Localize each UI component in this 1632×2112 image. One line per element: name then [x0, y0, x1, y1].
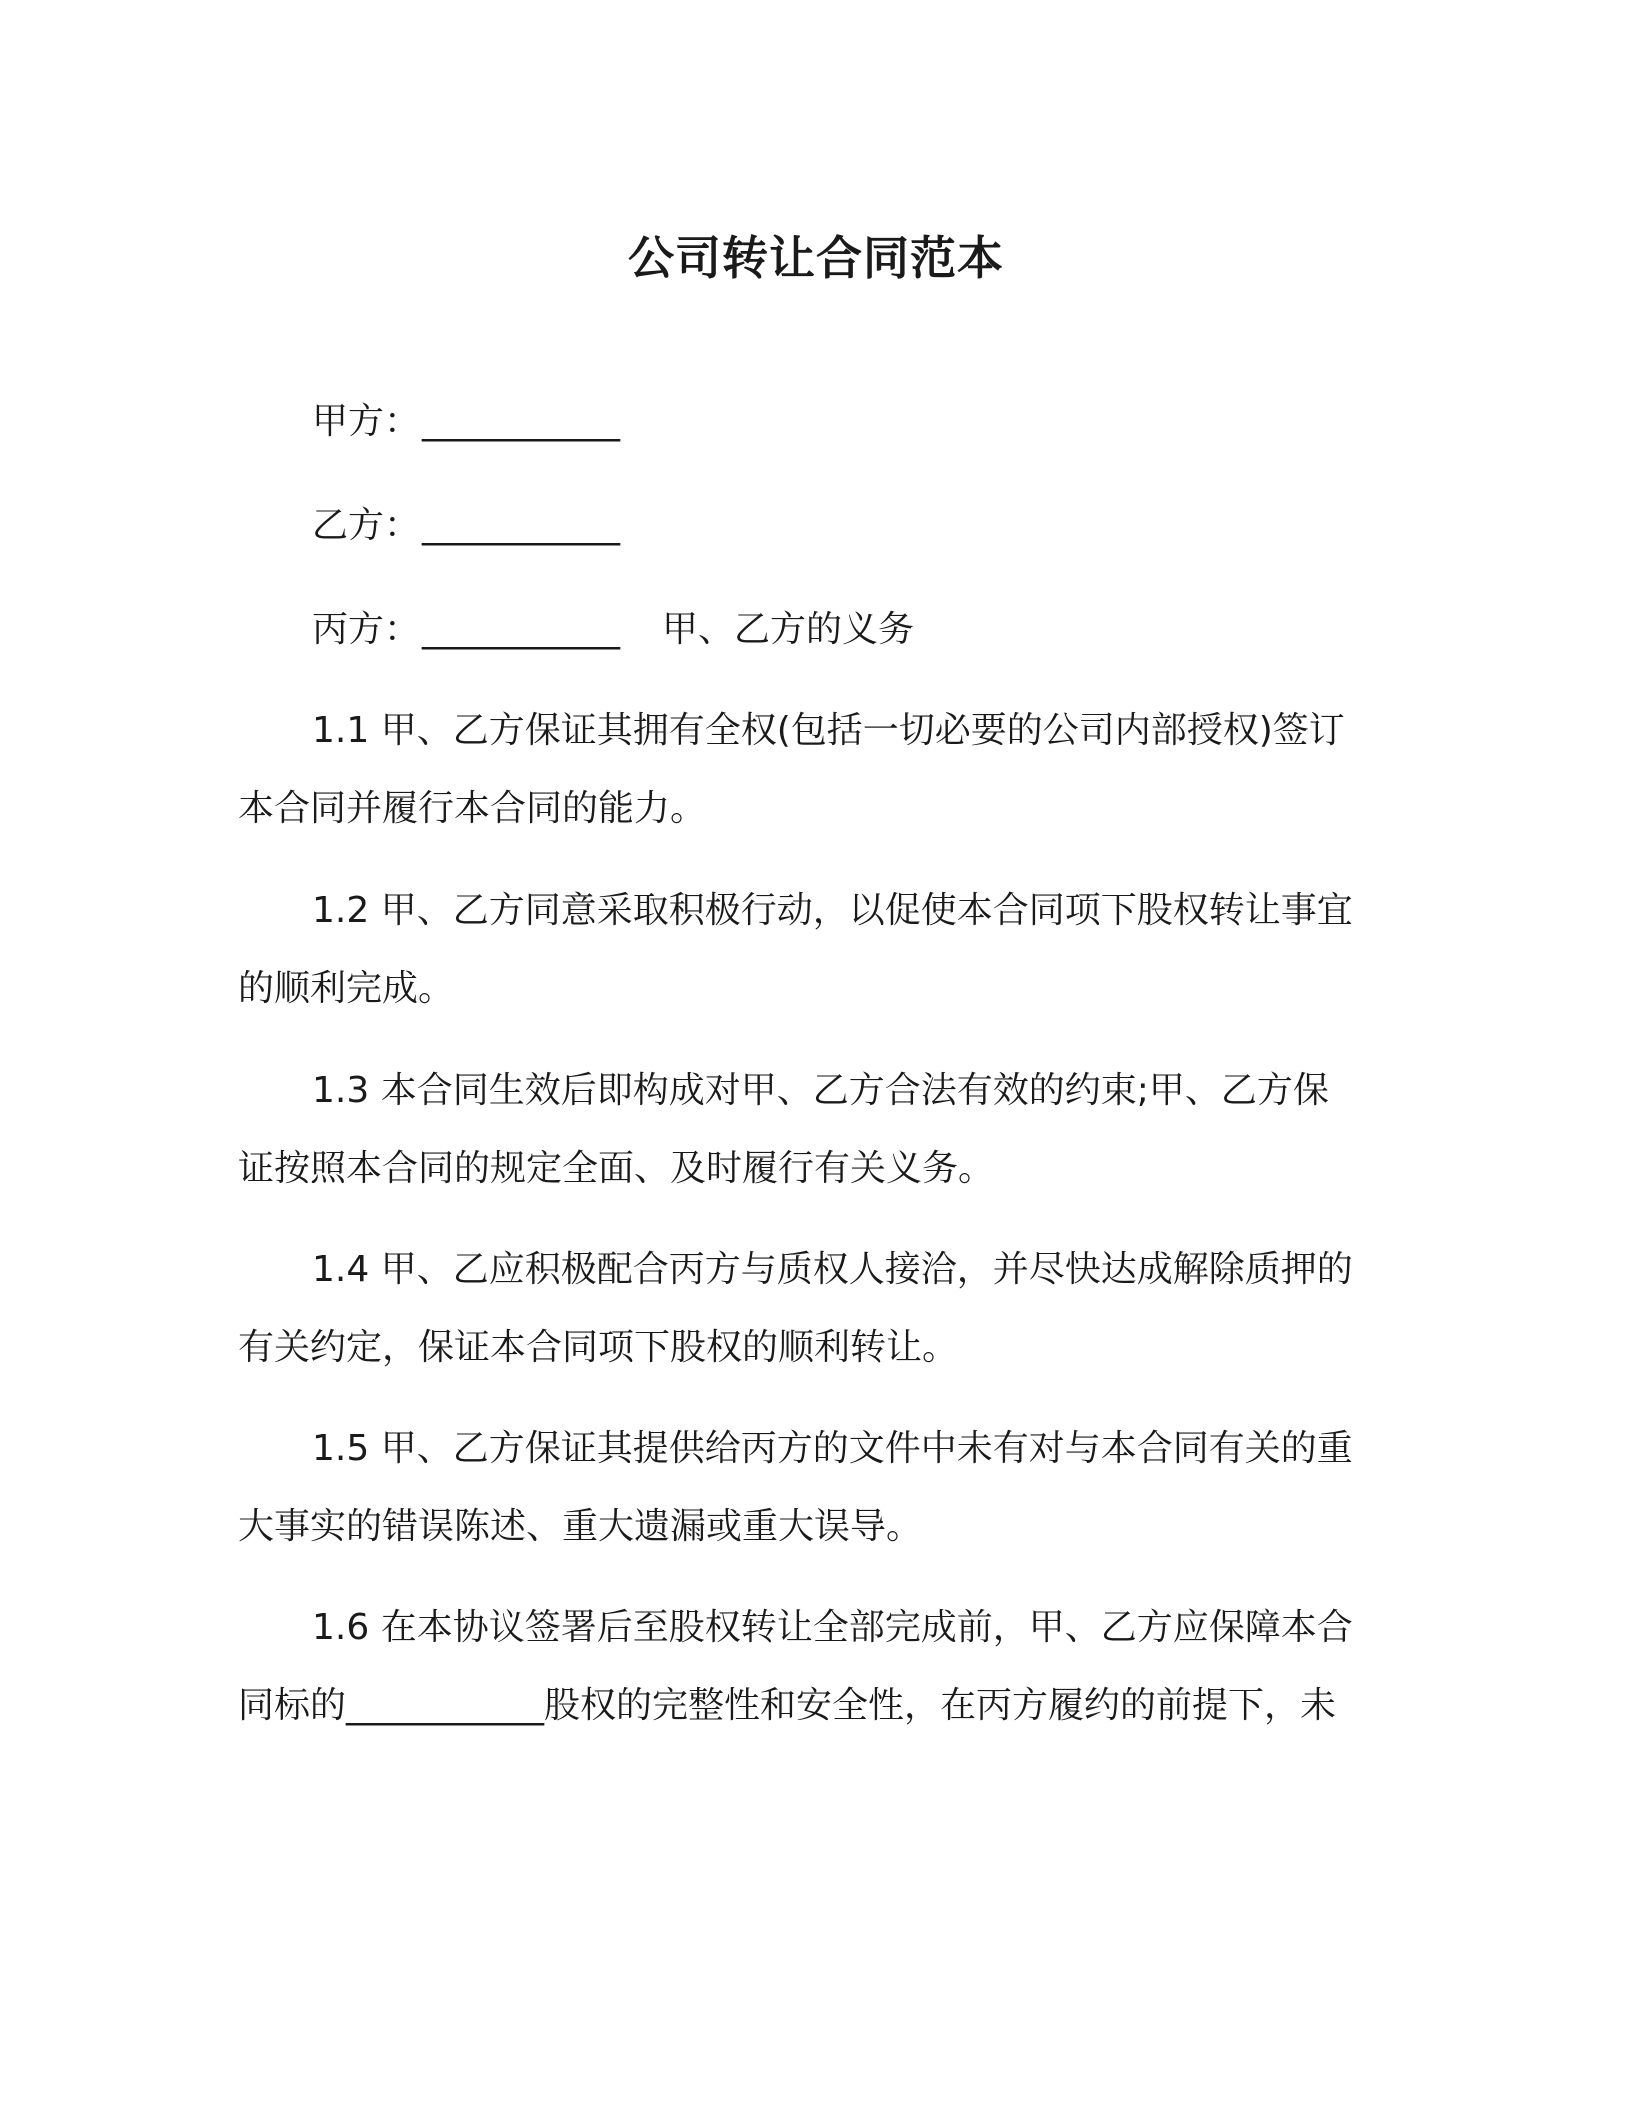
clause-1-4 — [238, 1231, 1388, 1387]
clause-1-2 — [238, 872, 1388, 1028]
document-title: 公司转让合同范本 — [628, 231, 1004, 285]
clause-line: 大事实的错误陈述、重大遗漏或重大误导。 — [238, 1506, 923, 1547]
clause-1-3 — [238, 1052, 1388, 1208]
party-b-label: 乙方： — [312, 505, 421, 546]
clause-line: 1.3 本合同生效后即构成对甲、乙方合法有效的约束;甲、乙方保 — [312, 1070, 1329, 1111]
clause-line: 1.6 在本协议签署后至股权转让全部完成前，甲、乙方应保障本合 — [312, 1607, 1353, 1648]
party-b-line — [312, 504, 620, 548]
clause-line: 有关约定，保证本合同项下股权的顺利转让。 — [238, 1327, 959, 1368]
party-a-blank: ___________ — [422, 401, 621, 442]
clause-line: 证按照本合同的规定全面、及时履行有关义务。 — [238, 1148, 995, 1189]
party-a-line — [312, 400, 620, 444]
clause-line: 同标的___________股权的完整性和安全性，在丙方履约的前提下，未 — [238, 1685, 1337, 1726]
clause-line: 的顺利完成。 — [238, 968, 455, 1009]
clause-line: 1.2 甲、乙方同意采取积极行动，以促使本合同项下股权转让事宜 — [312, 890, 1353, 931]
clause-line: 1.5 甲、乙方保证其提供给丙方的文件中未有对与本合同有关的重 — [312, 1428, 1353, 1469]
party-c-label: 丙方： — [312, 609, 421, 650]
section-heading: 甲、乙方的义务 — [662, 609, 915, 650]
clause-line: 本合同并履行本合同的能力。 — [238, 788, 707, 829]
clause-line: 1.1 甲、乙方保证其拥有全权(包括一切必要的公司内部授权)签订 — [312, 710, 1345, 751]
party-b-blank: ___________ — [422, 505, 621, 546]
clause-1-1 — [238, 692, 1388, 848]
clause-1-5 — [238, 1410, 1388, 1566]
party-a-label: 甲方： — [312, 401, 421, 442]
clause-1-6 — [238, 1589, 1388, 1745]
party-c-line — [312, 608, 914, 652]
clause-line: 1.4 甲、乙应积极配合丙方与质权人接洽，并尽快达成解除质押的 — [312, 1249, 1353, 1290]
party-c-blank: ___________ — [422, 609, 621, 650]
